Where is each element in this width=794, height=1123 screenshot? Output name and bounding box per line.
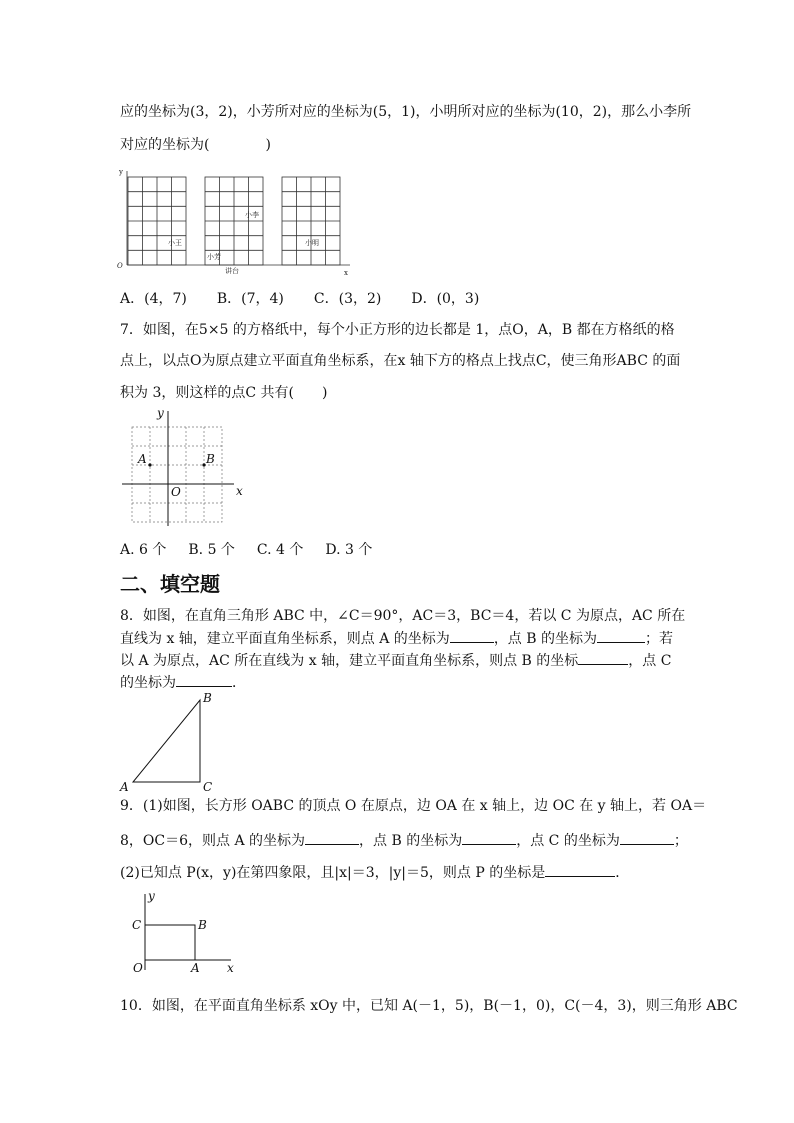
q9-blank-b-coord[interactable] — [462, 830, 516, 845]
q8-label-a: A — [120, 780, 129, 794]
q7-x-label: x — [236, 484, 243, 498]
q6-option-d: D．(0，3) — [411, 291, 480, 307]
q6-y-label: y — [119, 168, 123, 176]
q7-text-line3: 积为 3，则这样的点C 共有( ) — [120, 385, 328, 401]
q8-blank-c-coord[interactable] — [176, 672, 232, 687]
q6-options — [120, 289, 479, 309]
q8-triangle-figure — [115, 688, 225, 794]
q9-x-label: x — [227, 961, 234, 975]
q6-text-line1: 应的坐标为(3，2)，小芳所对应的坐标为(5，1)，小明所对应的坐标为(10，2)，那么小李所 — [120, 104, 692, 120]
q9-blank-c-coord[interactable] — [620, 830, 674, 845]
q6-text-line2: 对应的坐标为( ) — [120, 137, 271, 153]
q7-point-b: B — [206, 452, 215, 466]
q6-option-b: B．(7，4) — [216, 291, 284, 307]
q9-blank-a-coord[interactable] — [305, 830, 359, 845]
q9-line3: (2)已知点 P(x，y)在第四象限，且|x|＝3，|y|＝5，则点 P 的坐标是 ． — [120, 862, 629, 883]
q7-point-a: A — [138, 452, 147, 466]
q7-text-line1: 7．如图，在5×5 的方格纸中，每个小正方形的边长都是 1，点O，A，B 都在方格纸的格 — [120, 322, 675, 338]
q7-options — [120, 540, 372, 560]
q6-label-xiaoming: 小明 — [305, 239, 319, 247]
q7-option-d: D. 3 个 — [325, 542, 373, 558]
q6-option-a: A．(4，7) — [120, 291, 187, 307]
q9-blank-p-coord[interactable] — [545, 862, 615, 877]
q8-label-c: C — [203, 780, 213, 794]
q8-label-b: B — [203, 691, 212, 705]
q6-label-xiaofang: 小芳 — [207, 253, 221, 261]
q9-label-o: O — [133, 961, 143, 975]
q8-line3: 以 A 为原点，AC 所在直线为 x 轴，建立平面直角坐标系，则点 B 的坐标 ，点 C — [120, 650, 671, 671]
q7-origin-label: O — [171, 485, 181, 499]
q8-line4: 的坐标为 ． — [120, 672, 246, 693]
q6-origin-label: O — [117, 262, 123, 270]
q8-blank-b-coord[interactable] — [597, 628, 645, 643]
q6-label-xiaowang: 小王 — [168, 239, 182, 247]
q6-seating-figure — [115, 165, 355, 280]
q9-label-c: C — [132, 918, 142, 932]
q8-line2: 直线为 x 轴，建立平面直角坐标系，则点 A 的坐标为 ，点 B 的坐标为 ；若 — [120, 628, 673, 649]
q6-label-xiaoli: 小李 — [245, 211, 259, 219]
q9-line2: 8，OC＝6，则点 A 的坐标为 ，点 B 的坐标为 ，点 C 的坐标为 ； — [120, 830, 688, 851]
q6-option-c: C．(3，2) — [313, 291, 382, 307]
q9-y-label: y — [148, 889, 155, 903]
q9-label-a: A — [191, 961, 200, 975]
q7-text-line2: 点上，以点O为原点建立平面直角坐标系，在x 轴下方的格点上找点C，使三角形ABC 的面 — [120, 353, 681, 369]
q7-y-label: y — [157, 406, 164, 420]
q7-option-a: A. 6 个 — [120, 542, 167, 558]
q9-rectangle-figure — [125, 888, 245, 980]
q10-line1: 10．如图，在平面直角坐标系 xOy 中，已知 A(－1，5)，B(－1，0)，C(－4，3)，则三角形 ABC — [120, 998, 738, 1014]
q8-line1: 8．如图，在直角三角形 ABC 中，∠C＝90°，AC＝3，BC＝4，若以 C 为原点，AC 所在 — [120, 608, 686, 624]
q7-grid-figure — [118, 405, 248, 530]
q9-label-b: B — [198, 918, 207, 932]
q7-option-b: B. 5 个 — [188, 542, 235, 558]
q6-x-label: x — [344, 269, 348, 277]
section-heading: 二、填空题 — [120, 572, 220, 596]
q8-blank-b-coord-2[interactable] — [578, 650, 628, 665]
q6-label-jiangtai: 讲台 — [225, 267, 239, 275]
q9-line1: 9．(1)如图，长方形 OABC 的顶点 O 在原点，边 OA 在 x 轴上，边 OC 在 y 轴上，若 OA＝ — [120, 798, 707, 814]
q8-blank-a-coord[interactable] — [450, 628, 494, 643]
q7-option-c: C. 4 个 — [256, 542, 304, 558]
